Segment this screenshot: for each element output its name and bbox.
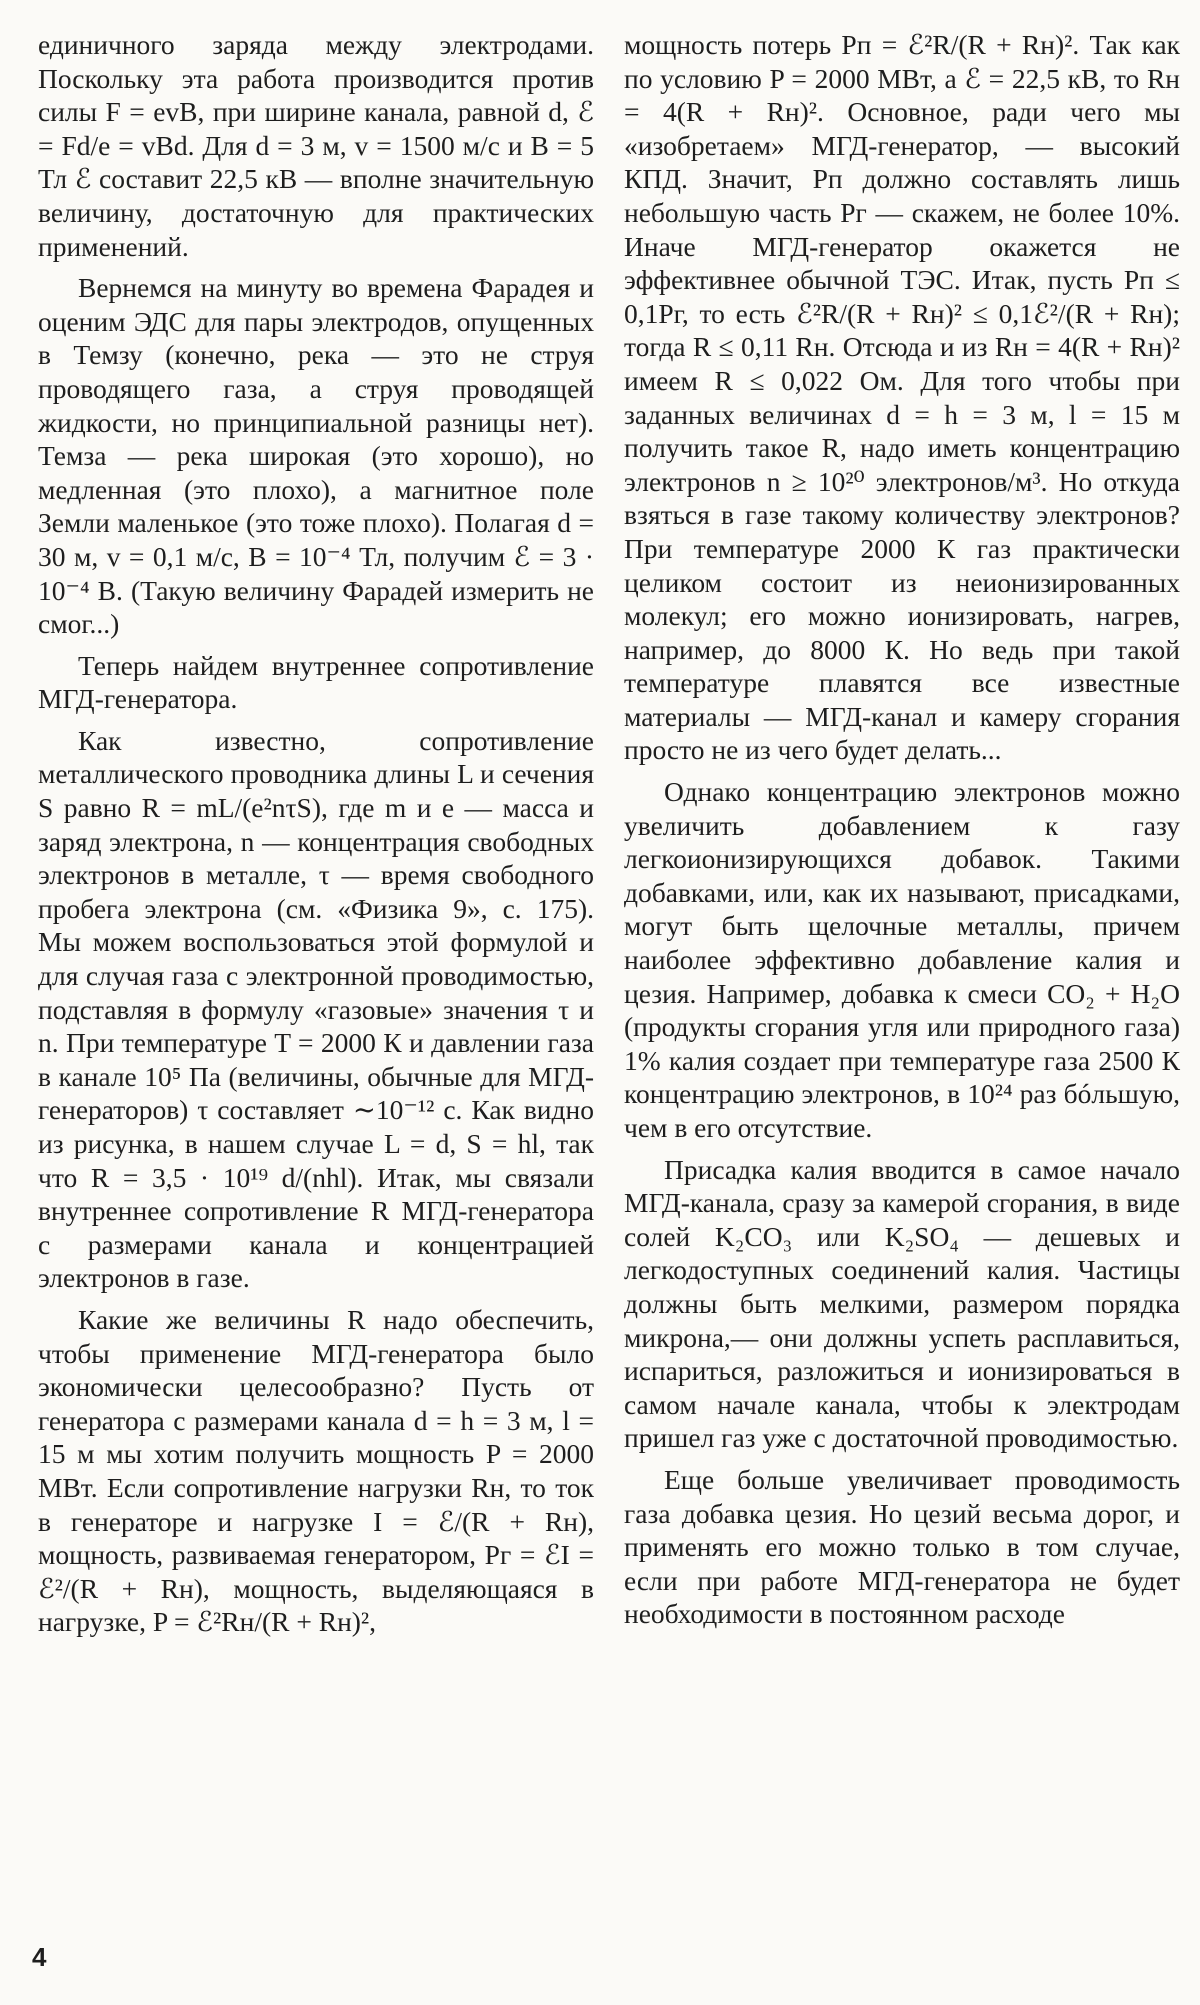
paragraph: Однако концентрацию электронов можно увеличить добавлением к газу легкоионизирующихся добавок. Такими добавками, или, как их называют, присадками, могут быть щелочные металлы, причем наиболее эффективно добавление калия и цезия. Например, добавка к смеси CO₂ + H₂O (продукты сгорания угля или природного газа) 1% калия создает при температуре газа 2500 К концентрацию электронов, в 10²⁴ раз бóльшую, чем в его отсутствие. bbox=[624, 776, 1180, 1143]
paragraph: Еще больше увеличивает проводимость газа добавка цезия. Но цезий весьма дорог, и применять его можно только в том случае, если при работе МГД-генератора не будет необходимости в постоянном расходе bbox=[624, 1463, 1180, 1630]
paragraph: Присадка калия вводится в самое начало МГД-канала, сразу за камерой сгорания, в виде солей K₂CO₃ или K₂SO₄ — дешевых и легкодоступных соединений калия. Частицы должны быть мелкими, размером порядка микрона,— они должны успеть расплавиться, испариться, разложиться и ионизироваться в самом начале канала, чтобы к электродам пришел газ уже с достаточной проводимостью. bbox=[624, 1153, 1180, 1454]
right-column bbox=[624, 28, 1180, 1639]
paragraph: Как известно, сопротивление металлического проводника длины L и сечения S равно R = mL/(e²nτS), где m и e — масса и заряд электрона, n — концентрация свободных электронов в металле, τ — время свободного пробега электрона (см. «Физика 9», с. 175). Мы можем воспользоваться этой формулой и для случая газа с электронной проводимостью, подставляя в формулу «газовые» значения τ и n. При температуре T = 2000 К и давлении газа в канале 10⁵ Па (величины, обычные для МГД-генераторов) τ составляет ∼10⁻¹² с. Как видно из рисунка, в нашем случае L = d, S = hl, так что R = 3,5 · 10¹⁹ d/(nhl). Итак, мы связали внутреннее сопротивление R МГД-генератора с размерами канала и концентрацией электронов в газе. bbox=[38, 724, 594, 1294]
paragraph: Теперь найдем внутреннее сопротивление МГД-генератора. bbox=[38, 649, 594, 715]
left-column bbox=[38, 28, 594, 1647]
paragraph: Вернемся на минуту во времена Фарадея и оценим ЭДС для пары электродов, опущенных в Темзу (конечно, река — это не струя проводящего газа, а струя проводящей жидкости, но принципиальной разницы нет). Темза — река широкая (это хорошо), но медленная (это плохо), а магнитное поле Земли маленькое (это тоже плохо). Полагая d = 30 м, v = 0,1 м/с, B = 10⁻⁴ Тл, получим ℰ = 3 · 10⁻⁴ В. (Такую величину Фарадей измерить не смог...) bbox=[38, 272, 594, 640]
page-number: 4 bbox=[32, 1942, 47, 1972]
paragraph: единичного заряда между электродами. Поскольку эта работа производится против силы F = evB, при ширине канала, равной d, ℰ = Fd/e = vBd. Для d = 3 м, v = 1500 м/с и B = 5 Тл ℰ составит 22,5 кВ — вполне значительную величину, достаточную для практических применений. bbox=[38, 29, 594, 262]
paragraph: мощность потерь Pп = ℰ²R/(R + Rн)². Так как по условию P = 2000 МВт, а ℰ = 22,5 кВ, то Rн = 4(R + Rн)². Основное, ради чего мы «изобретаем» МГД-генератор, — высокий КПД. Значит, Pп должно составлять лишь небольшую часть Pг — скажем, не более 10%. Иначе МГД-генератор окажется не эффективнее обычной ТЭС. Итак, пусть Pп ≤ 0,1Pг, то есть ℰ²R/(R + Rн)² ≤ 0,1ℰ²/(R + Rн); тогда R ≤ 0,11 Rн. Отсюда и из Rн = 4(R + Rн)² имеем R ≤ 0,022 Ом. Для того чтобы при заданных величинах d = h = 3 м, l = 15 м получить такое R, надо иметь концентрацию электронов n ≥ 10²⁰ электронов/м³. Но откуда взяться в газе такому количеству электронов? При температуре 2000 К газ практически целиком состоит из неионизированных молекул; его можно ионизировать, нагрев, например, до 8000 К. Но ведь при такой температуре плавятся все известные материалы — МГД-канал и камеру сгорания просто не из чего будет делать... bbox=[624, 29, 1180, 766]
paragraph: Какие же величины R надо обеспечить, чтобы применение МГД-генератора было экономически целесообразно? Пусть от генератора с размерами канала d = h = 3 м, l = 15 м мы хотим получить мощность P = 2000 МВт. Если сопротивление нагрузки Rн, то ток в генераторе и нагрузке I = ℰ/(R + Rн), мощность, развиваемая генератором, Pг = ℰI = ℰ²/(R + Rн), мощность, выделяющаяся в нагрузке, P = ℰ²Rн/(R + Rн)², bbox=[38, 1303, 594, 1638]
